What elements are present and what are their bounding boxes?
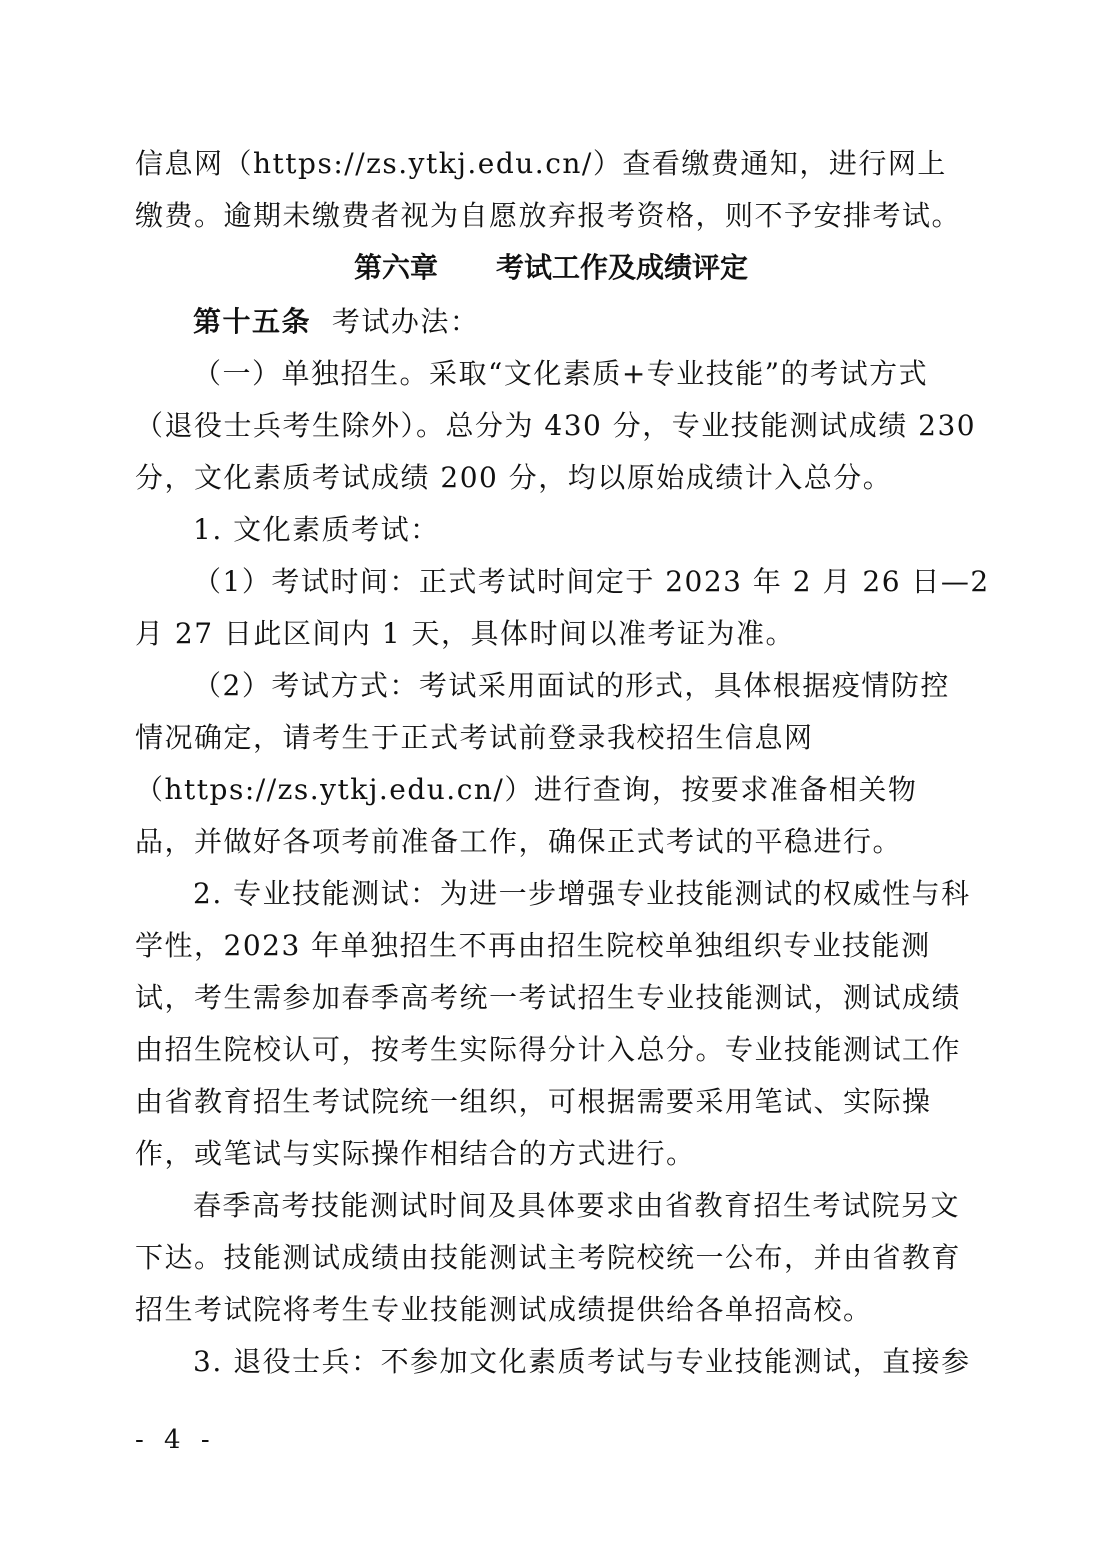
body-line: 学性，2023 年单独招生不再由招生院校单独组织专业技能测 — [135, 929, 931, 962]
body-line: 作，或笔试与实际操作相结合的方式进行。 — [135, 1137, 696, 1170]
body-line: 春季高考技能测试时间及具体要求由省教育招生考试院另文 — [193, 1189, 961, 1222]
body-line: 由省教育招生考试院统一组织，可根据需要采用笔试、实际操 — [135, 1085, 932, 1118]
body-line: 品，并做好各项考前准备工作，确保正式考试的平稳进行。 — [135, 825, 903, 858]
body-line: 情况确定，请考生于正式考试前登录我校招生信息网 — [135, 721, 814, 754]
body-line: （1）考试时间：正式考试时间定于 2023 年 2 月 26 日—2 — [193, 565, 990, 598]
body-line: 1. 文化素质考试： — [193, 513, 440, 546]
article-label: 第十五条 — [193, 305, 312, 338]
body-line: 招生考试院将考生专业技能测试成绩提供给各单招高校。 — [135, 1293, 873, 1326]
article-text: 考试办法： — [331, 305, 480, 338]
chapter-number: 第六章 — [353, 251, 438, 284]
chapter-title: 考试工作及成绩评定 — [496, 251, 749, 284]
body-line: 月 27 日此区间内 1 天，具体时间以准考证为准。 — [135, 617, 796, 650]
chapter-heading — [0, 242, 1102, 294]
body-line: （一）单独招生。采取“文化素质+专业技能”的考试方式 — [193, 357, 929, 390]
article-heading — [193, 296, 479, 348]
body-line: （退役士兵考生除外）。总分为 430 分，专业技能测试成绩 230 — [135, 409, 977, 442]
body-line: （https://zs.ytkj.edu.cn/）进行查询，按要求准备相关物 — [135, 773, 918, 806]
body-line: 2. 专业技能测试：为进一步增强专业技能测试的权威性与科 — [193, 877, 971, 910]
body-line: 试，考生需参加春季高考统一考试招生专业技能测试，测试成绩 — [135, 981, 962, 1014]
body-line: 缴费。逾期未缴费者视为自愿放弃报考资格，则不予安排考试。 — [135, 199, 962, 232]
body-line: 3. 退役士兵：不参加文化素质考试与专业技能测试，直接参 — [193, 1345, 971, 1378]
body-line: 分，文化素质考试成绩 200 分，均以原始成绩计入总分。 — [135, 461, 893, 494]
body-line: 下达。技能测试成绩由技能测试主考院校统一公布，并由省教育 — [135, 1241, 962, 1274]
body-line: 由招生院校认可，按考生实际得分计入总分。专业技能测试工作 — [135, 1033, 962, 1066]
page-number: - 4 - — [135, 1425, 216, 1455]
body-line: 信息网（https://zs.ytkj.edu.cn/）查看缴费通知，进行网上 — [135, 147, 947, 180]
body-line: （2）考试方式：考试采用面试的形式，具体根据疫情防控 — [193, 669, 950, 702]
